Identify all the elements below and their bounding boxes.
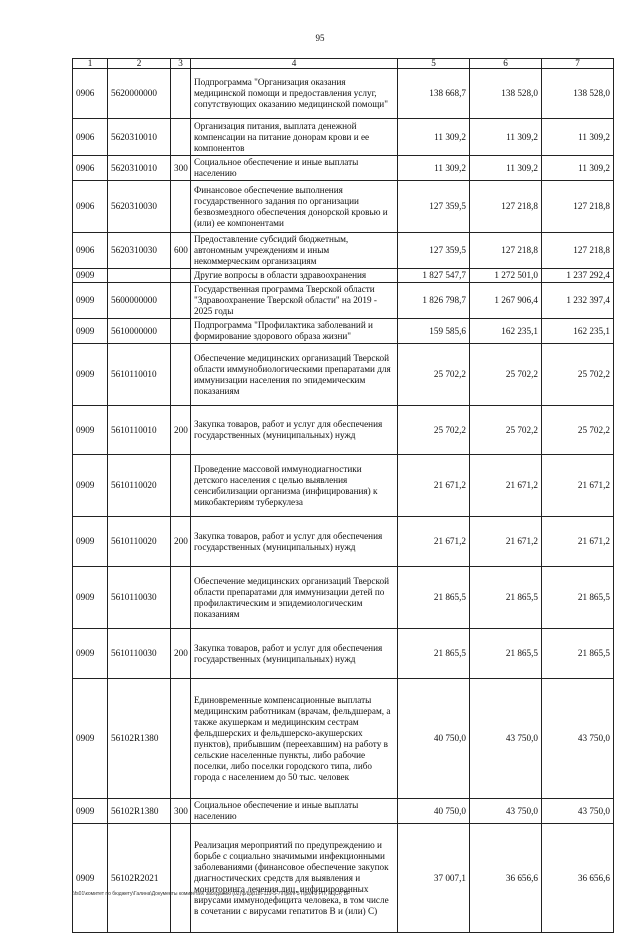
section-code-cell: 0909: [73, 283, 108, 319]
target-article-cell: 5610110030: [108, 567, 171, 629]
amount-cell: 1 267 906,4: [470, 283, 542, 319]
table-row: [73, 233, 614, 269]
amount-cell: 21 671,2: [398, 455, 470, 517]
amount-cell: 11 309,2: [470, 156, 542, 181]
section-code-cell: 0906: [73, 233, 108, 269]
expense-type-cell: [171, 119, 191, 156]
item-name-cell: Финансовое обеспечение выполнения государственного задания по организации безвозмездного обеспечения донорской кровью и (или) ее компонентами: [191, 181, 398, 233]
amount-cell: 25 702,2: [398, 406, 470, 455]
amount-cell: 1 826 798,7: [398, 283, 470, 319]
amount-cell: 43 750,0: [470, 679, 542, 799]
table-row: [73, 156, 614, 181]
table-row: [73, 181, 614, 233]
amount-cell: 21 865,5: [470, 567, 542, 629]
page-number: 95: [315, 33, 325, 43]
target-article-cell: 5620310010: [108, 119, 171, 156]
target-article-cell: 56102R1380: [108, 799, 171, 824]
amount-cell: 25 702,2: [470, 344, 542, 406]
table-row: [73, 406, 614, 455]
target-article-cell: 5610110020: [108, 455, 171, 517]
expense-type-cell: [171, 181, 191, 233]
amount-cell: 1 272 501,0: [470, 269, 542, 283]
amount-cell: 40 750,0: [398, 799, 470, 824]
table-row: [73, 69, 614, 119]
amount-cell: 11 309,2: [398, 156, 470, 181]
amount-cell: 159 585,6: [398, 319, 470, 344]
section-code-cell: 0906: [73, 69, 108, 119]
header-cell: 6: [470, 59, 542, 69]
amount-cell: 21 865,5: [470, 629, 542, 679]
amount-cell: 138 528,0: [542, 69, 614, 119]
header-cell: 5: [398, 59, 470, 69]
section-code-cell: 0909: [73, 319, 108, 344]
target-article-cell: 5610110010: [108, 344, 171, 406]
amount-cell: 127 218,8: [542, 181, 614, 233]
section-code-cell: 0909: [73, 629, 108, 679]
header-cell: 3: [171, 59, 191, 69]
amount-cell: 43 750,0: [542, 799, 614, 824]
item-name-cell: Предоставление субсидий бюджетным, автономным учреждениям и иным некоммерческим организациям: [191, 233, 398, 269]
table-row: [73, 679, 614, 799]
amount-cell: 21 671,2: [542, 455, 614, 517]
amount-cell: 127 218,8: [542, 233, 614, 269]
amount-cell: 138 668,7: [398, 69, 470, 119]
section-code-cell: 0909: [73, 269, 108, 283]
item-name-cell: Проведение массовой иммунодиагностики детского населения с целью выявления сенсибилизации организма (инфицирования) к микобактериям туберкулеза: [191, 455, 398, 517]
expense-type-cell: [171, 269, 191, 283]
table-row: [73, 824, 614, 933]
expense-type-cell: 200: [171, 517, 191, 567]
amount-cell: 21 865,5: [398, 629, 470, 679]
expense-type-cell: [171, 344, 191, 406]
target-article-cell: 5620310030: [108, 233, 171, 269]
amount-cell: 127 218,8: [470, 181, 542, 233]
section-code-cell: 0909: [73, 455, 108, 517]
target-article-cell: 56102R2021: [108, 824, 171, 933]
table-row: [73, 517, 614, 567]
budget-table: [72, 58, 614, 933]
amount-cell: 36 656,6: [470, 824, 542, 933]
header-cell: 4: [191, 59, 398, 69]
amount-cell: 21 671,2: [398, 517, 470, 567]
target-article-cell: 5620000000: [108, 69, 171, 119]
table-row: [73, 455, 614, 517]
header-row: [73, 59, 614, 69]
amount-cell: 1 827 547,7: [398, 269, 470, 283]
amount-cell: 21 671,2: [542, 517, 614, 567]
item-name-cell: Государственная программа Тверской области "Здравоохранение Тверской области" на 2019 - 2025 годы: [191, 283, 398, 319]
section-code-cell: 0909: [73, 406, 108, 455]
target-article-cell: 5610110010: [108, 406, 171, 455]
table-row: [73, 283, 614, 319]
amount-cell: 25 702,2: [398, 344, 470, 406]
target-article-cell: [108, 269, 171, 283]
expense-type-cell: 300: [171, 799, 191, 824]
item-name-cell: Организация питания, выплата денежной компенсации на питание донорам крови и ее компонентов: [191, 119, 398, 156]
target-article-cell: 5620310030: [108, 181, 171, 233]
table-row: [73, 119, 614, 156]
item-name-cell: Социальное обеспечение и иные выплаты населению: [191, 156, 398, 181]
section-code-cell: 0906: [73, 119, 108, 156]
amount-cell: 25 702,2: [542, 344, 614, 406]
item-name-cell: Обеспечение медицинских организаций Тверской области препаратами для иммунизации детей по профилактическим и эпидемиологическим показаниям: [191, 567, 398, 629]
amount-cell: 25 702,2: [542, 406, 614, 455]
amount-cell: 21 671,2: [470, 455, 542, 517]
amount-cell: 1 232 397,4: [542, 283, 614, 319]
table-row: [73, 629, 614, 679]
amount-cell: 11 309,2: [470, 119, 542, 156]
item-name-cell: Подпрограмма "Организация оказания медицинской помощи и предоставления услуг, сопутствующих оказанию медицинской помощи": [191, 69, 398, 119]
target-article-cell: 5610110030: [108, 629, 171, 679]
amount-cell: 40 750,0: [398, 679, 470, 799]
item-name-cell: Подпрограмма "Профилактика заболеваний и формирование здорового образа жизни": [191, 319, 398, 344]
expense-type-cell: [171, 679, 191, 799]
amount-cell: 162 235,1: [470, 319, 542, 344]
expense-type-cell: 600: [171, 233, 191, 269]
amount-cell: 162 235,1: [542, 319, 614, 344]
amount-cell: 25 702,2: [470, 406, 542, 455]
file-path-footer: \\fs01\комитет по бюджету\Галина\Документы комитета\К заседанию (02)\р/цэр18\-119-5-7\Прил. 5 Прил 8 РП, КЦСР, ВР: [72, 891, 351, 897]
table-row: [73, 269, 614, 283]
amount-cell: 11 309,2: [542, 156, 614, 181]
item-name-cell: Единовременные компенсационные выплаты медицинским работникам (врачам, фельдшерам, а также акушеркам и медицинским сестрам фельдшерских и фельдшерско-акушерских пунктов), прибывшим (переехавшим) на работу в сельские населенные пункты, либо рабочие поселки, либо поселки городского типа, либо города с населением до 50 тыс. человек: [191, 679, 398, 799]
amount-cell: 11 309,2: [398, 119, 470, 156]
item-name-cell: Обеспечение медицинских организаций Тверской области иммунобиологическими препаратами для иммунизации населения по эпидемическим показаниям: [191, 344, 398, 406]
amount-cell: 127 218,8: [470, 233, 542, 269]
item-name-cell: Закупка товаров, работ и услуг для обеспечения государственных (муниципальных) нужд: [191, 406, 398, 455]
amount-cell: 43 750,0: [470, 799, 542, 824]
amount-cell: 21 671,2: [470, 517, 542, 567]
expense-type-cell: 200: [171, 406, 191, 455]
section-code-cell: 0909: [73, 517, 108, 567]
header-cell: 1: [73, 59, 108, 69]
amount-cell: 11 309,2: [542, 119, 614, 156]
expense-type-cell: [171, 824, 191, 933]
item-name-cell: Закупка товаров, работ и услуг для обеспечения государственных (муниципальных) нужд: [191, 629, 398, 679]
amount-cell: 127 359,5: [398, 233, 470, 269]
target-article-cell: 5600000000: [108, 283, 171, 319]
amount-cell: 37 007,1: [398, 824, 470, 933]
item-name-cell: Закупка товаров, работ и услуг для обеспечения государственных (муниципальных) нужд: [191, 517, 398, 567]
table-row: [73, 344, 614, 406]
table-row: [73, 567, 614, 629]
amount-cell: 127 359,5: [398, 181, 470, 233]
header-cell: 2: [108, 59, 171, 69]
item-name-cell: Реализация мероприятий по предупреждению и борьбе с социально значимыми инфекционными заболеваниями (финансовое обеспечение закупок диагностических средств для выявления и мониторинга лечения лиц, инфицированных вирусами иммунодефицита человека, в том числе в сочетании с вирусами гепатитов В и (или) С): [191, 824, 398, 933]
section-code-cell: 0909: [73, 567, 108, 629]
target-article-cell: 56102R1380: [108, 679, 171, 799]
target-article-cell: 5610110020: [108, 517, 171, 567]
table-row: [73, 319, 614, 344]
section-code-cell: 0906: [73, 181, 108, 233]
expense-type-cell: 300: [171, 156, 191, 181]
amount-cell: 43 750,0: [542, 679, 614, 799]
amount-cell: 21 865,5: [542, 567, 614, 629]
amount-cell: 138 528,0: [470, 69, 542, 119]
expense-type-cell: [171, 283, 191, 319]
section-code-cell: 0909: [73, 799, 108, 824]
section-code-cell: 0909: [73, 824, 108, 933]
item-name-cell: Другие вопросы в области здравоохранения: [191, 269, 398, 283]
table-row: [73, 799, 614, 824]
amount-cell: 21 865,5: [398, 567, 470, 629]
amount-cell: 21 865,5: [542, 629, 614, 679]
section-code-cell: 0909: [73, 344, 108, 406]
amount-cell: 1 237 292,4: [542, 269, 614, 283]
section-code-cell: 0909: [73, 679, 108, 799]
expense-type-cell: [171, 567, 191, 629]
expense-type-cell: [171, 69, 191, 119]
header-cell: 7: [542, 59, 614, 69]
section-code-cell: 0906: [73, 156, 108, 181]
expense-type-cell: [171, 319, 191, 344]
expense-type-cell: [171, 455, 191, 517]
target-article-cell: 5620310010: [108, 156, 171, 181]
amount-cell: 36 656,6: [542, 824, 614, 933]
expense-type-cell: 200: [171, 629, 191, 679]
target-article-cell: 5610000000: [108, 319, 171, 344]
item-name-cell: Социальное обеспечение и иные выплаты населению: [191, 799, 398, 824]
